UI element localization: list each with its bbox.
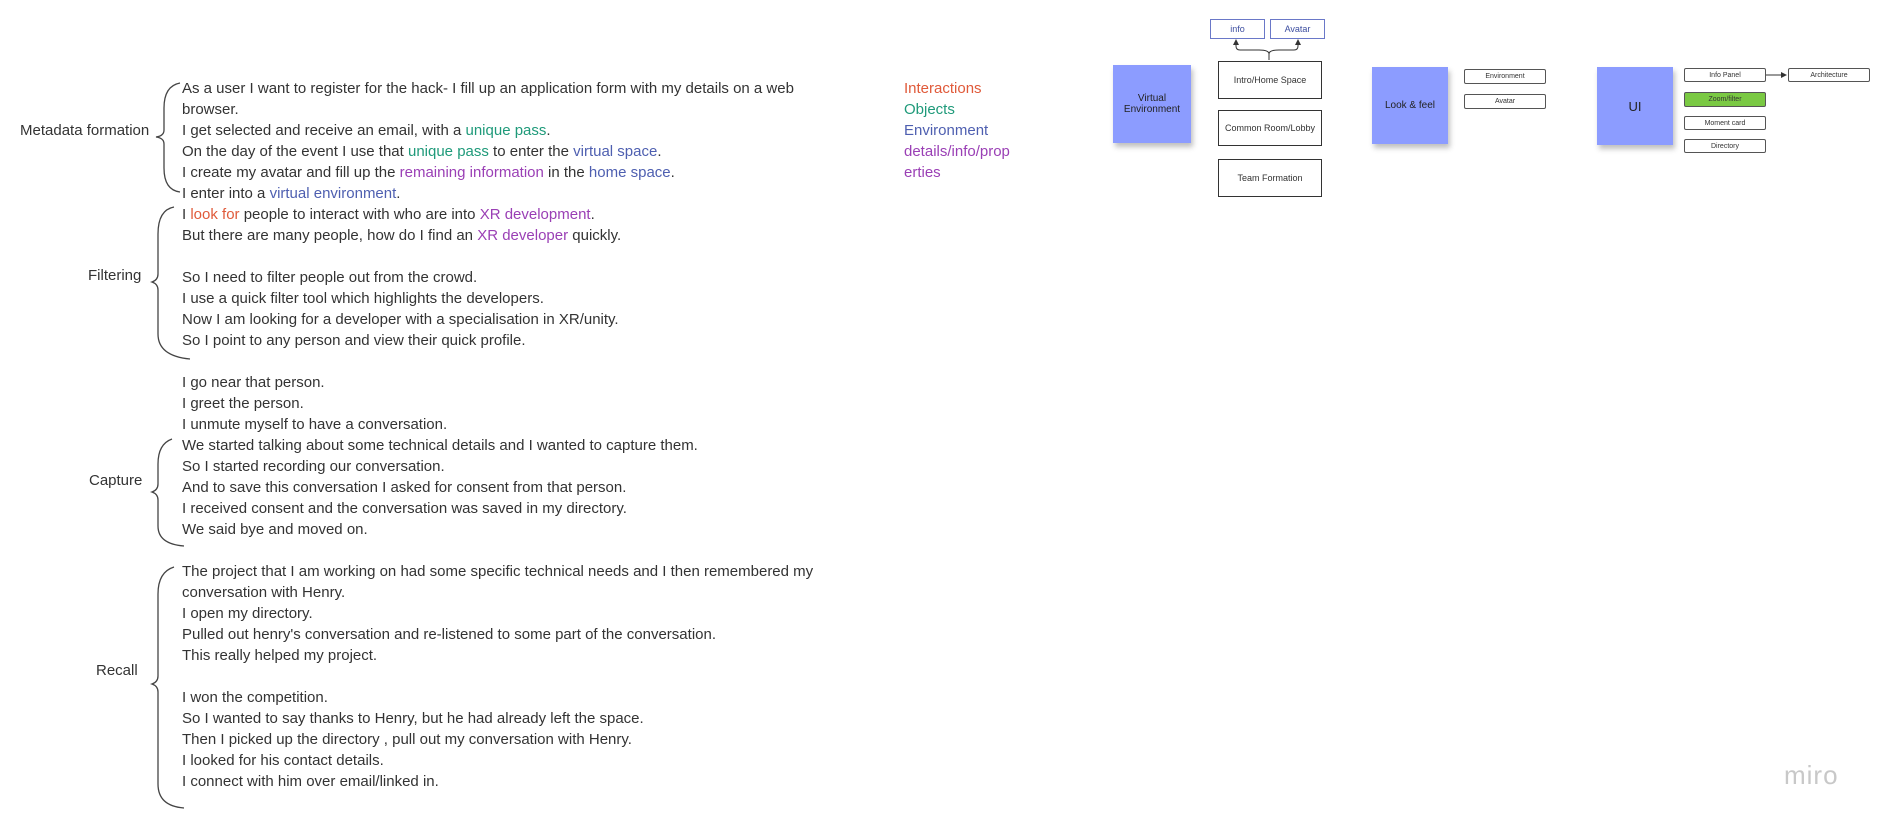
story-line: I connect with him over email/linked in. xyxy=(182,773,439,790)
miro-logo: miro xyxy=(1784,760,1839,790)
box-avatar-small[interactable]: Avatar xyxy=(1464,94,1546,109)
highlight-details: XR developer xyxy=(477,227,569,244)
box-common-room-lobby[interactable]: Common Room/Lobby xyxy=(1218,110,1322,146)
box-directory[interactable]: Directory xyxy=(1684,139,1766,153)
highlight-details: remaining information xyxy=(399,164,544,181)
story-line: I look for people to interact with who are into XR development. xyxy=(182,206,595,223)
box-info-panel[interactable]: Info Panel xyxy=(1684,68,1766,82)
section-label-filtering: Filtering xyxy=(88,267,142,284)
highlight-objects: unique pass xyxy=(465,122,547,139)
story-line: We said bye and moved on. xyxy=(182,521,368,538)
story-line: I get selected and receive an email, with a unique pass. xyxy=(182,122,551,139)
box-environment[interactable]: Environment xyxy=(1464,69,1546,84)
highlight-objects: unique pass xyxy=(407,143,489,160)
story-line: As a user I want to register for the hack- I fill up an application form with my details on a web xyxy=(182,80,794,97)
story-line: I create my avatar and fill up the remaining information in the home space. xyxy=(182,164,675,181)
box-avatar[interactable]: Avatar xyxy=(1270,19,1325,39)
story-line: We started talking about some technical details and I wanted to capture them. xyxy=(182,437,698,454)
legend-environment: Environment xyxy=(904,122,989,139)
story-line: I received consent and the conversation was saved in my directory. xyxy=(182,500,627,517)
section-label-metadata: Metadata formation xyxy=(20,122,150,139)
sticky-ui[interactable]: UI xyxy=(1597,67,1673,145)
story-line: The project that I am working on had some specific technical needs and I then remembered my xyxy=(182,563,814,580)
section-label-recall: Recall xyxy=(96,662,138,679)
legend-interactions: Interactions xyxy=(904,80,982,97)
story-line: This really helped my project. xyxy=(182,647,378,664)
box-architecture[interactable]: Architecture xyxy=(1788,68,1870,82)
section-label-capture: Capture xyxy=(89,472,143,489)
sticky-virtual-environment[interactable]: Virtual Environment xyxy=(1113,65,1191,143)
story-line: Pulled out henry's conversation and re-listened to some part of the conversation. xyxy=(182,626,717,643)
story-line: So I wanted to say thanks to Henry, but he had already left the space. xyxy=(182,710,644,727)
story-line: So I started recording our conversation. xyxy=(182,458,445,475)
sticky-look-and-feel[interactable]: Look & feel xyxy=(1372,67,1448,144)
story-line: conversation with Henry. xyxy=(182,584,346,601)
story-line: I use a quick filter tool which highlights the developers. xyxy=(182,290,544,307)
legend-objects: Objects xyxy=(904,101,955,118)
highlight-details: XR development xyxy=(479,206,591,223)
story-line: So I need to filter people out from the crowd. xyxy=(182,269,478,286)
story-line: And to save this conversation I asked for consent from that person. xyxy=(182,479,627,496)
story-line: I greet the person. xyxy=(182,395,304,412)
story-line: browser. xyxy=(182,101,239,118)
story-line: So I point to any person and view their quick profile. xyxy=(182,332,526,349)
highlight-interactions: look for xyxy=(190,206,240,223)
highlight-environment: virtual environment xyxy=(269,185,397,202)
box-team-formation[interactable]: Team Formation xyxy=(1218,159,1322,197)
story-line: I unmute myself to have a conversation. xyxy=(182,416,448,433)
highlight-environment: home space xyxy=(588,164,671,181)
legend-details: details/info/prop erties xyxy=(904,143,1010,181)
box-intro-home-space[interactable]: Intro/Home Space xyxy=(1218,61,1322,99)
story-line: But there are many people, how do I find an XR developer quickly. xyxy=(182,227,622,244)
story-line: I go near that person. xyxy=(182,374,325,391)
highlight-environment: virtual space xyxy=(573,143,658,160)
box-zoom-filter[interactable]: Zoom/filter xyxy=(1684,92,1766,107)
story-line: On the day of the event I use that unique pass to enter the virtual space. xyxy=(182,143,662,160)
box-info[interactable]: info xyxy=(1210,19,1265,39)
story-line: I looked for his contact details. xyxy=(182,752,384,769)
story-line: I enter into a virtual environment. xyxy=(182,185,401,202)
box-moment-card[interactable]: Moment card xyxy=(1684,116,1766,130)
story-line: Then I picked up the directory , pull out my conversation with Henry. xyxy=(182,731,632,748)
story-line: I open my directory. xyxy=(182,605,313,622)
story-line: I won the competition. xyxy=(182,689,328,706)
story-line: Now I am looking for a developer with a specialisation in XR/unity. xyxy=(182,311,619,328)
